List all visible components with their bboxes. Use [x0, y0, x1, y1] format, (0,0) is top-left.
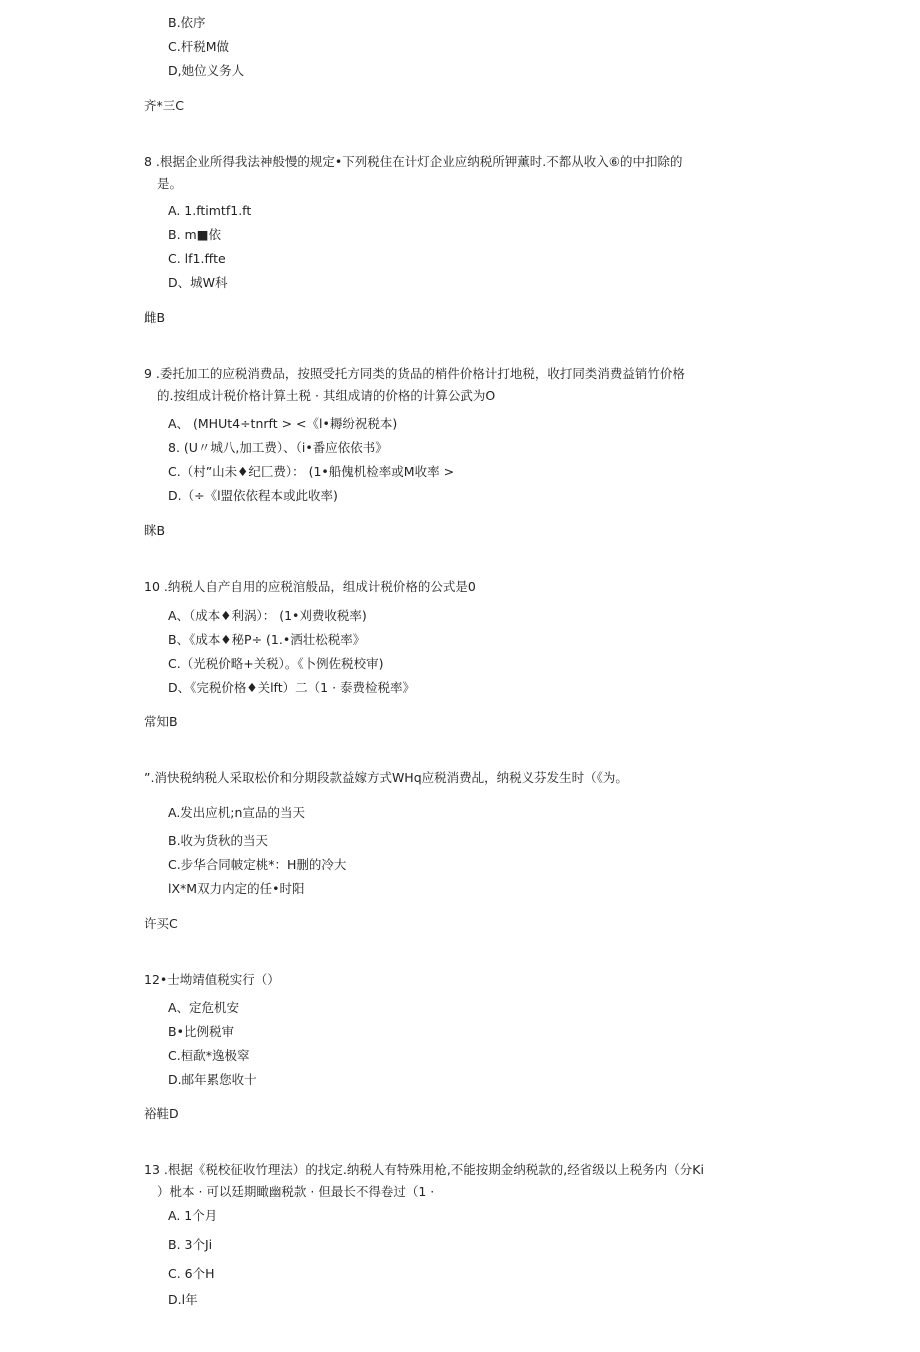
q7-option-b: B.依序 — [168, 15, 206, 30]
q8-answer: 雌B — [144, 310, 166, 325]
q11-option-d: lX*M双力内定的任•时阳 — [168, 881, 305, 896]
q10-option-d: D、《完税价格♦关lft）二（1 · 泰费检税率》 — [168, 680, 416, 695]
q13-stem-line1: 13 .根据《税校征收竹理法）的找定.纳税人有特殊用枪,不能按期金纳税款的,经省级以上税务内（分Ki — [144, 1162, 704, 1177]
q12-option-a: A、定危机安 — [168, 1000, 240, 1015]
q8-option-d: D、城W科 — [168, 275, 228, 290]
q9-option-b: 8. (U〃城八,加工费）、（i•番应依依书》 — [168, 440, 388, 455]
q9-option-d: D.（÷《l盟依依程本或此收率) — [168, 488, 338, 503]
q9-option-c: C.（村”山未♦纪匚费）： (1•船傀机检率或M收率 > — [168, 464, 455, 479]
q8-option-b: B. m■依 — [168, 227, 222, 242]
q12-option-b: B•比例税审 — [168, 1024, 234, 1039]
q8-stem-line1: 8 .根据企业所得我法神般慢的规定•下列税住在计灯企业应纳税所钾薰时.不都从收入⑥的中扣除的 — [144, 154, 683, 169]
q13-stem-line2: ）枇本 · 可以廷期瞰幽税款 · 但最长不得卷过（1 · — [157, 1184, 435, 1199]
q11-option-b: B.收为货秋的当天 — [168, 833, 269, 848]
q9-stem-line1: 9 .委托加工的应税消费品，按照受托方同类的货品的梢件价格计打地税，收打同类消费益销竹价格 — [144, 366, 685, 381]
q9-option-a: A、 (MHUt4÷tnrft > <《l•耨纷祝税本) — [168, 416, 398, 431]
q13-option-a: A. 1个月 — [168, 1208, 218, 1223]
q11-stem: ”.消快税纳税人采取松价和分期段款益嫁方式WHq应税消费乩，纳税义芬发生时（《为。 — [144, 770, 628, 785]
q10-answer: 常知B — [144, 714, 178, 729]
q10-stem: 10 .纳税人自产自用的应税涫般品，组成计税价格的公式是0 — [144, 579, 476, 594]
q10-option-a: A、（成本♦利涡）： (1•刈费收税率) — [168, 608, 367, 623]
q8-stem-line2: 是。 — [157, 176, 183, 191]
q8-option-c: C. lf1.ffte — [168, 251, 226, 266]
q8-option-a: A. 1.ftimtf1.ft — [168, 203, 252, 218]
q7-option-c: C.杆税M做 — [168, 39, 229, 54]
q10-option-b: B、《成本♦秘P÷ (1.•洒壮松税率》 — [168, 632, 366, 647]
q13-option-d: D.l年 — [168, 1292, 198, 1307]
q12-option-c: C.桓歃*逸极窣 — [168, 1048, 250, 1063]
q9-answer: 眯B — [144, 523, 166, 538]
q12-stem: 12•士坳靖值税实行（） — [144, 972, 280, 987]
q12-answer: 裕鞋D — [144, 1106, 179, 1121]
q10-option-c: C.（光税价略+关税）。《卜例佐税校审) — [168, 656, 384, 671]
q13-option-c: C. 6个H — [168, 1266, 215, 1281]
q11-answer: 许买C — [144, 916, 178, 931]
q7-answer: 齐*三C — [144, 98, 184, 113]
q9-stem-line2: 的.按组成计税价格计算土税 · 其组成请的价格的计算公武为O — [157, 388, 496, 403]
q7-option-d: D,她位义务人 — [168, 63, 245, 78]
q11-option-c: C.步华合同帔定桃*：H删的冷大 — [168, 857, 347, 872]
q12-option-d: D.邮年累您收十 — [168, 1072, 257, 1087]
q11-option-a: A.发出应机;n宣品的当天 — [168, 805, 305, 820]
q13-option-b: B. 3个Ji — [168, 1237, 213, 1252]
